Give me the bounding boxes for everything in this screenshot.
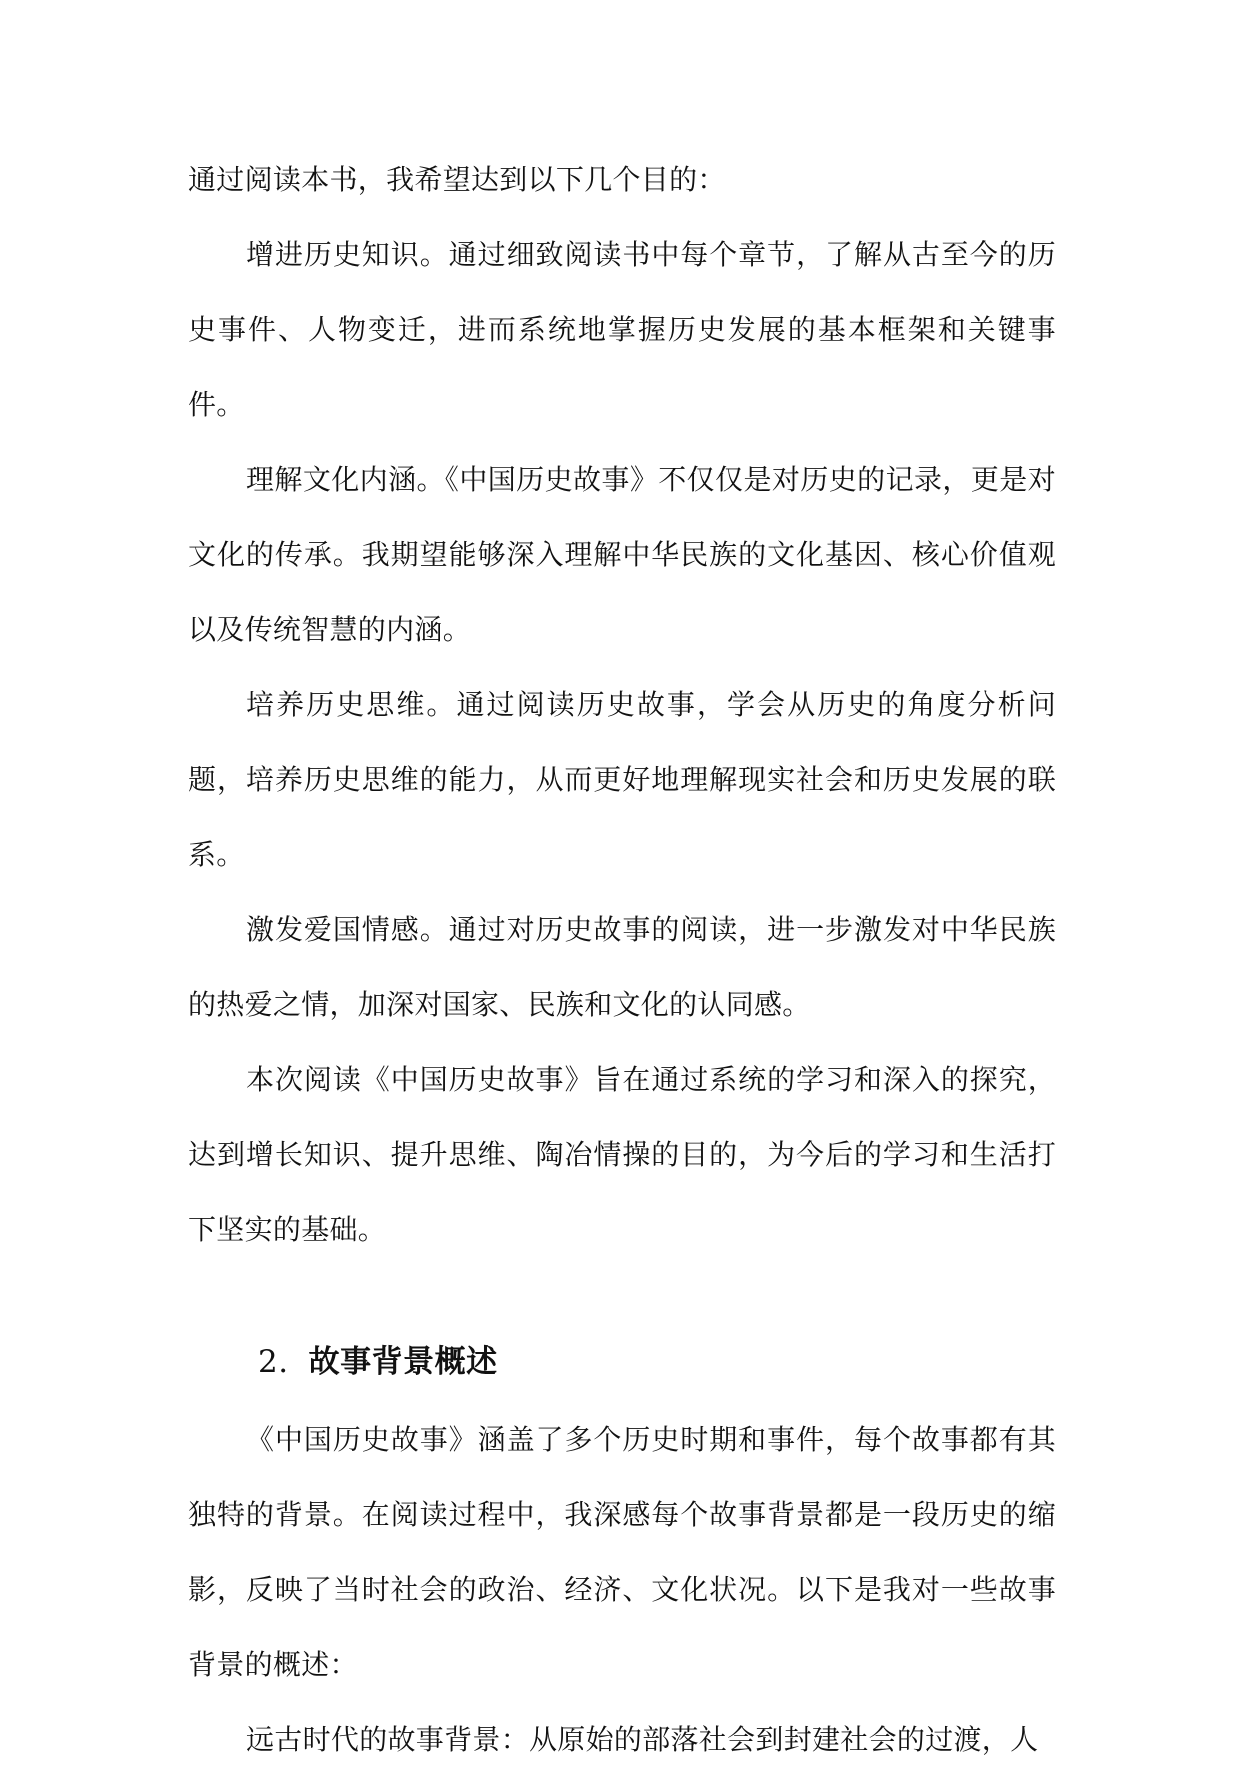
section-title: 故事背景概述 — [308, 1344, 498, 1380]
ancient-background-paragraph: 远古时代的故事背景：从原始的部落社会到封建社会的过渡，人 — [246, 1723, 1039, 1756]
goal-paragraph-patriotism: 激发爱国情感。通过对历史故事的阅读，进一步激发对中华民族的热爱之情，加深对国家、民族和文化的认同感。 — [188, 913, 1056, 1021]
goal-paragraph-knowledge: 增进历史知识。通过细致阅读书中每个章节，了解从古至今的历史事件、人物变迁，进而系统地掌握历史发展的基本框架和关键事件。 — [188, 238, 1056, 421]
background-paragraph: 《中国历史故事》涵盖了多个历史时期和事件，每个故事都有其独特的背景。在阅读过程中，我深感每个故事背景都是一段历史的缩影，反映了当时社会的政治、经济、文化状况。以下是我对一些故事背景的概述： — [188, 1423, 1056, 1681]
goal-paragraph-thinking: 培养历史思维。通过阅读历史故事，学会从历史的角度分析问题，培养历史思维的能力，从而更好地理解现实社会和历史发展的联系。 — [188, 688, 1056, 871]
goal-paragraph-culture: 理解文化内涵。《中国历史故事》不仅仅是对历史的记录，更是对文化的传承。我期望能够深入理解中华民族的文化基因、核心价值观以及传统智慧的内涵。 — [188, 463, 1056, 646]
section-number: 2. — [258, 1344, 289, 1380]
section-heading — [258, 1327, 1056, 1397]
summary-paragraph: 本次阅读《中国历史故事》旨在通过系统的学习和深入的探究，达到增长知识、提升思维、陶冶情操的目的，为今后的学习和生活打下坚实的基础。 — [188, 1063, 1056, 1246]
intro-paragraph: 通过阅读本书，我希望达到以下几个目的： — [188, 163, 726, 196]
page-content — [188, 142, 1056, 1777]
